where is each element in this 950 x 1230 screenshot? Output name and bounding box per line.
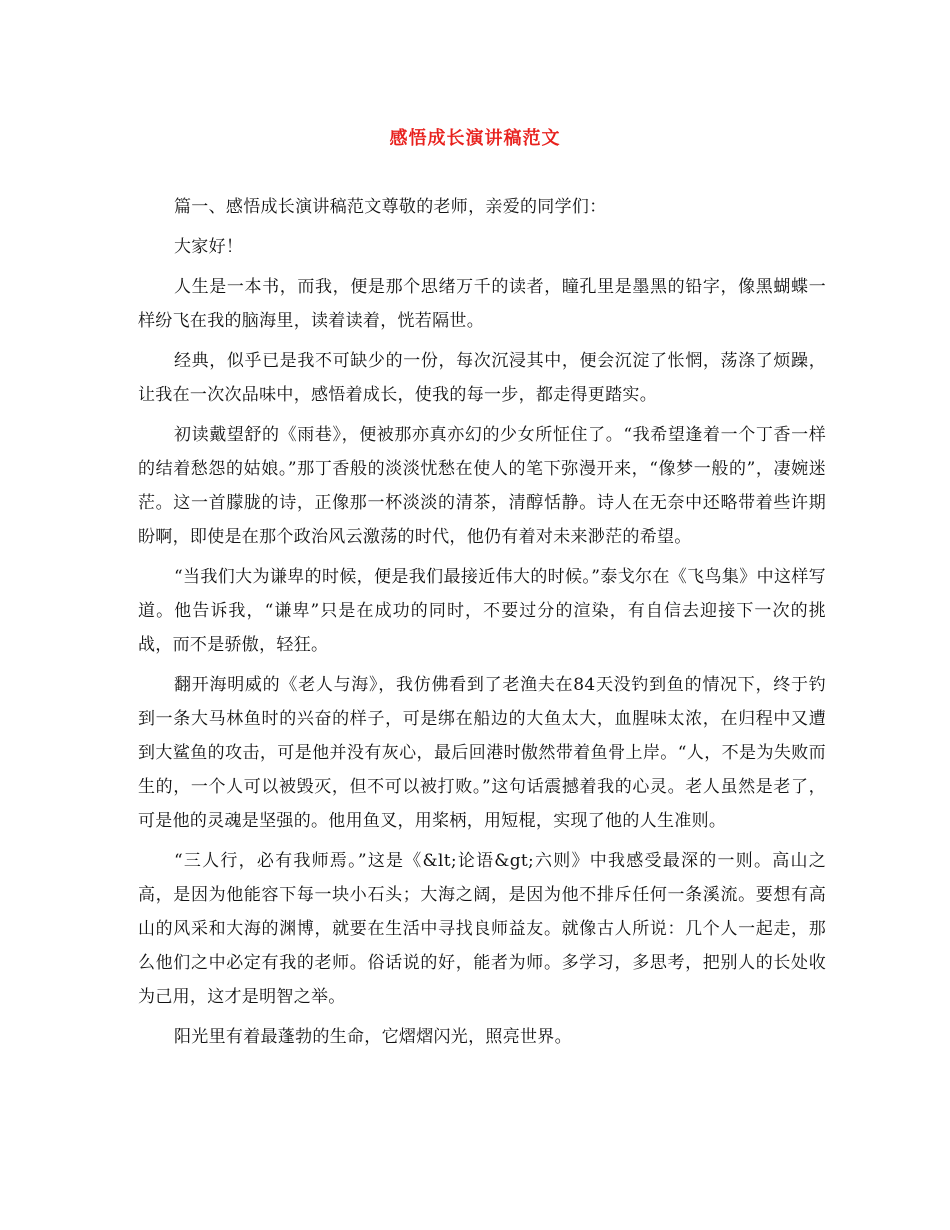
paragraph-sunshine: 阳光里有着最蓬勃的生命，它熠熠闪光，照亮世界。 bbox=[174, 1027, 572, 1047]
document-body bbox=[138, 190, 826, 1060]
paragraph-book-of-life: 人生是一本书，而我，便是那个思绪万千的读者，瞳孔里是墨黑的铅字，像黑蝴蝶一样纷飞在我的脑海里，读着读着，恍若隔世。 bbox=[138, 277, 826, 331]
document-title: 感悟成长演讲稿范文 bbox=[389, 128, 561, 149]
paragraph-stray-birds: “当我们大为谦卑的时候，便是我们最接近伟大的时候。”泰戈尔在《飞鸟集》中这样写道。他告诉我，“谦卑”只是在成功的同时，不要过分的渲染，有自信去迎接下一次的挑战，而不是骄傲，轻狂。 bbox=[138, 567, 826, 655]
paragraph-analects: “三人行，必有我师焉。”这是《&lt;论语&gt;六则》中我感受最深的一则。高山之高，是因为他能容下每一块小石头；大海之阔，是因为他不排斥任何一条溪流。要想有高山的风采和大海的渊博，就要在生活中寻找良师益友。就像古人所说：几个人一起走，那么他们之中必定有我的老师。俗话说的好，能者为师。多学习，多思考，把别人的长处收为己用，这才是明智之举。 bbox=[138, 851, 826, 1007]
paragraph-greeting: 大家好！ bbox=[174, 237, 244, 257]
paragraph-intro: 篇一、感悟成长演讲稿范文尊敬的老师，亲爱的同学们： bbox=[174, 197, 607, 217]
paragraph-old-man-and-sea: 翻开海明威的《老人与海》，我仿佛看到了老渔夫在84天没钓到鱼的情况下，终于钓到一条大马林鱼时的兴奋的样子，可是绑在船边的大鱼太大，血腥味太浓，在归程中又遭到大鲨鱼的攻击，可是他并没有灰心，最后回港时傲然带着鱼骨上岸。“人，不是为失败而生的，一个人可以被毁灭，但不可以被打败。”这句话震撼着我的心灵。老人虽然是老了，可是他的灵魂是坚强的。他用鱼叉，用桨柄，用短棍，实现了他的人生准则。 bbox=[138, 675, 826, 831]
paragraph-rain-alley: 初读戴望舒的《雨巷》，便被那亦真亦幻的少女所怔住了。“我希望逢着一个丁香一样的结着愁怨的姑娘。”那丁香般的淡淡忧愁在使人的笔下弥漫开来，“像梦一般的”，凄婉迷茫。这一首朦胧的诗，正像那一杯淡淡的清茶，清醇恬静。诗人在无奈中还略带着些许期盼啊，即使是在那个政治风云激荡的时代，他仍有着对未来渺茫的希望。 bbox=[138, 425, 826, 547]
paragraph-classics: 经典，似乎已是我不可缺少的一份，每次沉浸其中，便会沉淀了怅惘，荡涤了烦躁，让我在一次次品味中，感悟着成长，使我的每一步，都走得更踏实。 bbox=[138, 351, 826, 405]
